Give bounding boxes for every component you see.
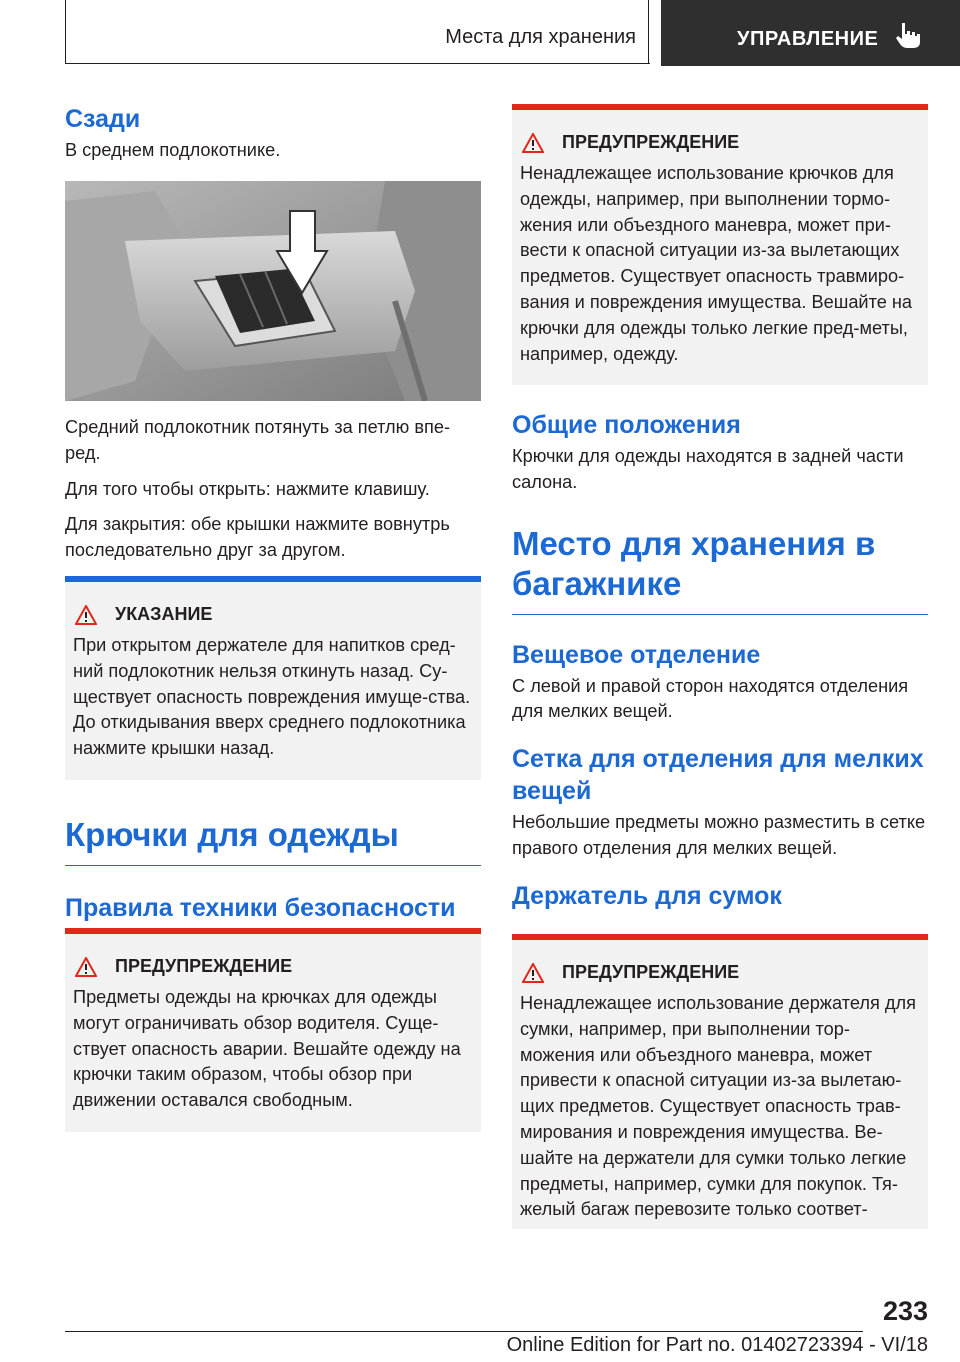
net-heading: Сетка для отделения для мелких вещей: [512, 745, 924, 806]
hooks-heading: Крючки для одежды: [65, 816, 399, 853]
general-text: Крючки для одежды находятся в задней части салона.: [512, 446, 904, 492]
footer-rule: [65, 1331, 863, 1332]
warning-box-hooks-view: [65, 928, 481, 1132]
compartment-text: С левой и правой сторон находятся отделения для мелких вещей.: [512, 675, 909, 722]
warning-triangle-icon: [522, 133, 544, 153]
warning-triangle-icon: [75, 605, 97, 625]
warning-box-hooks-misuse: [512, 104, 928, 385]
hooks-heading-rule: [65, 865, 481, 866]
notice-box: [65, 576, 481, 780]
notice-text: При открытом держателе для напитков сред-ний подлокотник нельзя откинуть назад. Су-ществует опасность повреждения имуще-ства. До откидывания вверх среднего подлокотника нажмите крышки назад.: [73, 635, 471, 759]
notice-title: УКАЗАНИЕ: [115, 604, 213, 624]
general-heading: Общие положения: [512, 411, 741, 439]
open-instruction: Для того чтобы открыть: нажмите клавишу.: [65, 478, 430, 499]
net-text: Небольшие предметы можно разместить в сетке правого отделения для мелких вещей.: [512, 812, 926, 858]
trunk-heading-rule: [512, 614, 928, 615]
rear-intro: В среднем подлокотнике.: [65, 140, 281, 160]
armrest-photo: [65, 181, 481, 401]
warning-text: Предметы одежды на крючках для одежды могут ограничивать обзор водителя. Суще-ствует опасность аварии. Вешайте одежду на крючки таким образом, чтобы обзор при движении оставался свободным.: [73, 987, 461, 1111]
header-mid-rule: [648, 0, 649, 64]
armrest-pull-text: Средний подлокотник потянуть за петлю впе-ред.: [65, 417, 451, 463]
chapter-tab-label: УПРАВЛЕНИЕ: [737, 28, 879, 50]
rear-heading: Сзади: [65, 105, 141, 133]
compartment-heading: Вещевое отделение: [512, 640, 761, 669]
footer-edition: Online Edition for Part no. 01402723394 - VI/18: [506, 1334, 928, 1356]
warning-title: ПРЕДУПРЕЖДЕНИЕ: [115, 956, 293, 976]
warning-box-bag-holder: [512, 934, 928, 1229]
close-instruction: Для закрытия: обе крышки нажмите вовнутрь последовательно друг за другом.: [65, 514, 450, 561]
warning-text: Ненадлежащее использование крючков для одежды, например, при выполнении тормо-жения или объездного маневра, может при-вести к опасной ситуации из-за вылетающих предметов. Существует опасность травмиро-вания и повреждения имущества. Вешайте на крючки для одежды только легкие пред-меты, например, одежду.: [520, 163, 913, 364]
page-number: 233: [882, 1296, 928, 1326]
safety-heading: Правила техники безопасности: [65, 894, 456, 922]
bag-holder-heading: Держатель для сумок: [512, 881, 782, 910]
warning-title: ПРЕДУПРЕЖДЕНИЕ: [562, 132, 740, 152]
warning-text: Ненадлежащее использование держателя для сумки, например, при выполнении тор-можения или объездного маневра, может привести к опасной ситуации из-за вылетаю-щих предметов. Существует опасность трав-мирования и повреждения имущества. Ве-шайте на держатели для сумки только легкие предметы, например, сумки для покупок. Тя-желый багаж перевозите только соответ-: [520, 993, 916, 1220]
warning-triangle-icon: [522, 963, 544, 983]
trunk-storage-heading: Место для хранения в багажнике: [512, 524, 876, 602]
header-bottom-rule: [65, 63, 650, 64]
warning-triangle-icon: [75, 957, 97, 977]
warning-title: ПРЕДУПРЕЖДЕНИЕ: [562, 962, 740, 982]
hand-pointer-icon: [893, 20, 923, 50]
header-chapter-tab: [661, 0, 960, 66]
header-section-title: Места для хранения: [445, 26, 636, 48]
armrest-illustration: [65, 181, 481, 401]
